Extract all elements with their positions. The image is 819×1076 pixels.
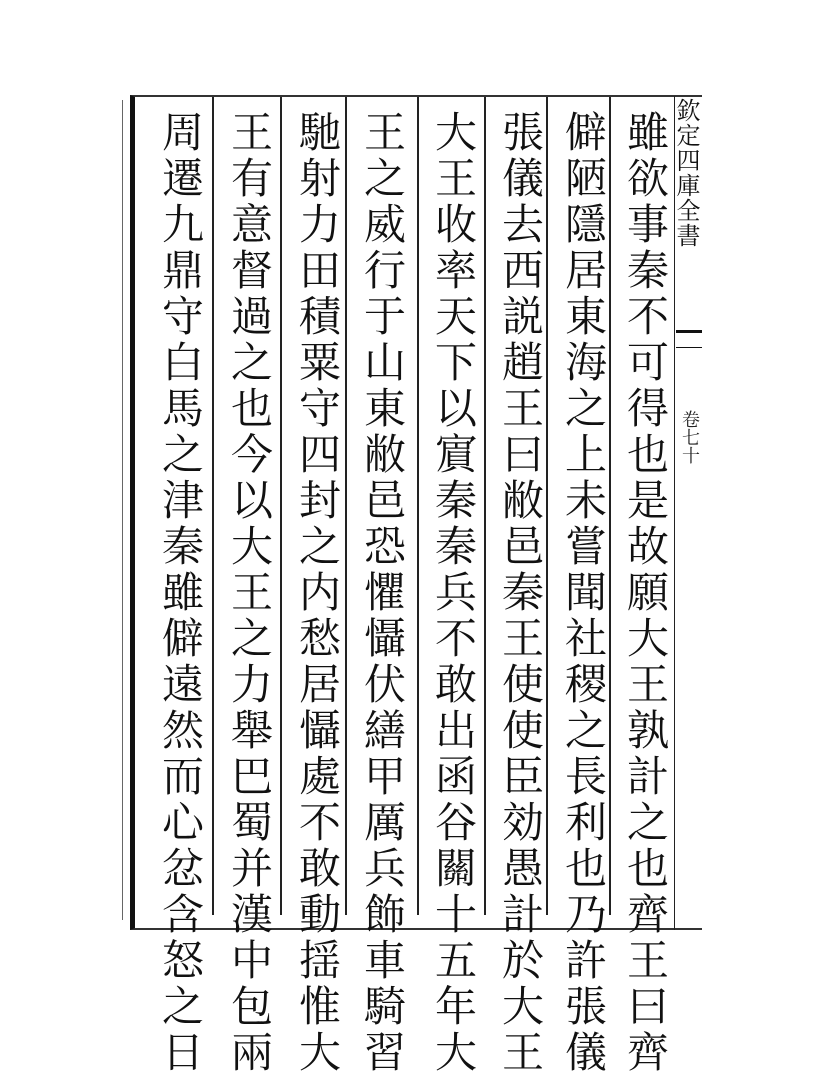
text-column-6: 馳射力田積粟守四封之内愁居懾處不敢動揺惟大 (293, 110, 342, 1076)
text-column-5: 王之威行于山東敝邑恐懼懾伏繕甲厲兵飾車騎習 (358, 110, 407, 1076)
column-rule (212, 97, 214, 915)
margin-volume: 卷七十 (679, 410, 700, 464)
column-rule (417, 97, 419, 915)
column-rule (280, 97, 282, 915)
margin-title: 欽定四庫全書 (672, 98, 700, 248)
outer-border-rule (122, 100, 123, 920)
text-column-3: 張儀去西説趙王曰敝邑秦王使使臣効愚計於大王 (496, 110, 545, 1076)
text-column-8: 周遷九鼎守白馬之津秦雖僻遠然而心忿含怒之日 (156, 110, 205, 1076)
text-column-7: 王有意督過之也今以大王之力舉巴蜀并漢中包兩 (225, 110, 274, 1076)
fish-tail-mark (676, 330, 702, 348)
text-column-4: 大王收率天下以賔秦秦兵不敢出函谷關十五年大 (429, 110, 478, 1076)
text-column-2: 僻陋隱居東海之上未嘗聞社稷之長利也乃許張儀 (559, 110, 608, 1076)
text-column-1: 雖欲事秦不可得也是故願大王孰計之也齊王曰齊 (621, 110, 670, 1076)
column-rule (484, 97, 486, 915)
